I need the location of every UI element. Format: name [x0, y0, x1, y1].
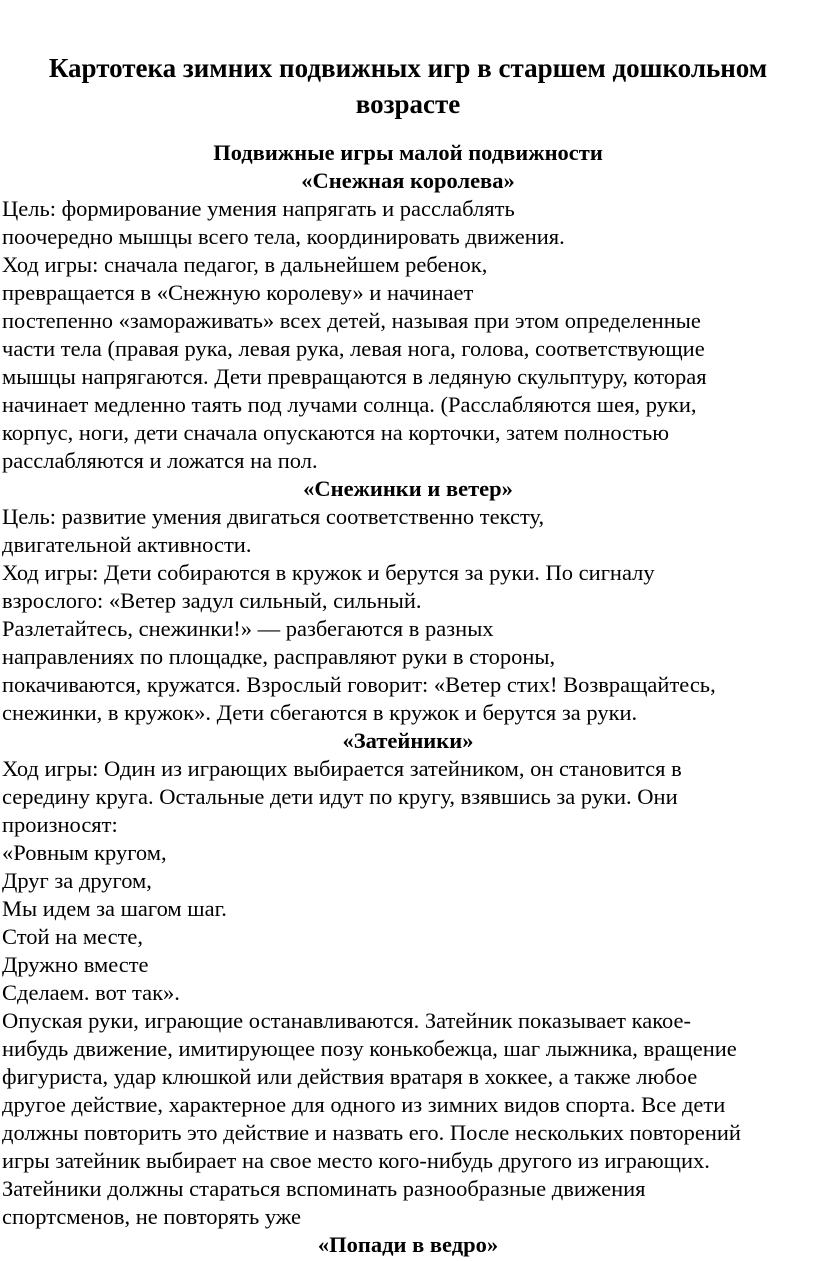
- text-line: нибудь движение, имитирующее позу конькобежца, шаг лыжника, вращение: [2, 1036, 737, 1061]
- game-title-snowflakes-wind: «Снежинки и ветер»: [303, 476, 513, 501]
- text-line: мышцы напрягаются. Дети превращаются в ледяную скульптуру, которая: [2, 364, 707, 389]
- text-line: другое действие, характерное для одного из зимних видов спорта. Все дети: [2, 1092, 726, 1117]
- section-heading: Подвижные игры малой подвижности: [213, 140, 603, 165]
- text-line: фигуриста, удар клюшкой или действия вратаря в хоккее, а также любое: [2, 1064, 698, 1089]
- text-line: снежинки, в кружок». Дети сбегаются в кружок и берутся за руки.: [2, 700, 638, 725]
- text-line: Ход игры: сначала педагог, в дальнейшем ребенок,: [2, 252, 488, 277]
- text-line: расслабляются и ложатся на пол.: [2, 448, 318, 473]
- title-line-1: Картотека зимних подвижных игр в старшем дошкольном: [48, 53, 768, 83]
- text-line: поочередно мышцы всего тела, координировать движения.: [2, 224, 565, 249]
- text-line: должны повторить это действие и назвать его. После нескольких повторений: [2, 1120, 741, 1145]
- text-line: Ход игры: Один из играющих выбирается затейником, он становится в: [2, 756, 682, 781]
- game-title-hit-the-bucket: «Попади в ведро»: [317, 1232, 499, 1257]
- text-line: корпус, ноги, дети сначала опускаются на корточки, затем полностью: [2, 420, 670, 445]
- text-line: начинает медленно таять под лучами солнца. (Расслабляются шея, руки,: [2, 392, 697, 417]
- text-line: постепенно «замораживать» всех детей, называя при этом определенные: [2, 308, 701, 333]
- verse-line: Дружно вместе: [2, 952, 149, 977]
- text-line: игры затейник выбирает на свое место кого-нибудь другого из играющих.: [2, 1148, 710, 1173]
- title-line-2: возрасте: [355, 89, 461, 119]
- text-line: середину круга. Остальные дети идут по кругу, взявшись за руки. Они: [2, 784, 678, 809]
- text-line: Цель: формирование умения напрягать и расслаблять: [2, 196, 515, 221]
- text-line: превращается в «Снежную королеву» и начинает: [2, 280, 474, 305]
- text-line: части тела (правая рука, левая рука, левая нога, голова, соответствующие: [2, 336, 705, 361]
- verse-line: Стой на месте,: [2, 924, 144, 949]
- verse-line: «Ровным кругом,: [2, 840, 167, 865]
- text-line: двигательной активности.: [2, 532, 252, 557]
- verse-line: Друг за другом,: [2, 868, 152, 893]
- text-line: Разлетайтесь, снежинки!» — разбегаются в разных: [2, 616, 494, 641]
- verse-line: Мы идем за шагом шаг.: [2, 896, 227, 921]
- text-line: направлениях по площадке, расправляют руки в стороны,: [2, 644, 556, 669]
- text-line: взрослого: «Ветер задул сильный, сильный.: [2, 588, 422, 613]
- document-title: [0, 50, 816, 122]
- text-line: спортсменов, не повторять уже: [2, 1204, 302, 1229]
- verse-line: Сделаем. вот так».: [2, 980, 180, 1005]
- game-title-entertainers: «Затейники»: [342, 728, 474, 753]
- text-line: Цель: развитие умения двигаться соответственно тексту,: [2, 504, 545, 529]
- text-line: Ход игры: Дети собираются в кружок и берутся за руки. По сигналу: [2, 560, 655, 585]
- text-line: произносят:: [2, 812, 118, 837]
- text-line: Затейники должны стараться вспоминать разнообразные движения: [2, 1176, 646, 1201]
- text-line: покачиваются, кружатся. Взрослый говорит: «Ветер стих! Возвращайтесь,: [2, 672, 716, 697]
- text-line: Опуская руки, играющие останавливаются. Затейник показывает какое-: [2, 1008, 692, 1033]
- game-title-snow-queen: «Снежная королева»: [301, 168, 515, 193]
